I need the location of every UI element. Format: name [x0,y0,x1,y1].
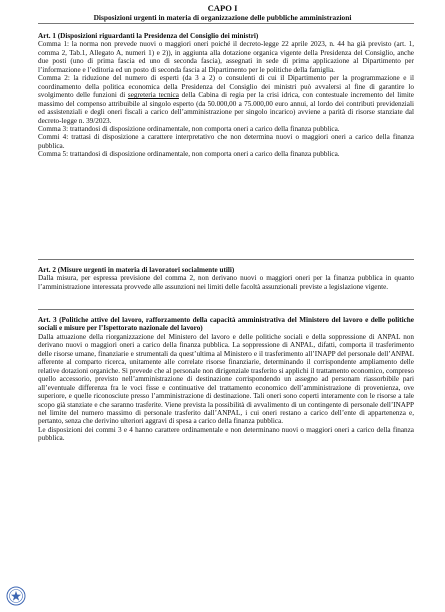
article-1-comma-1: Comma 1: la norma non prevede nuovi o maggiori oneri poiché il decreto-legge 22 aprile 2023, n. 44 ha già previsto (art. 1, comma 2, Tab.1, Allegato A, numeri 1) e 2)), in aggiunta alla dotazione organica vigente della Presidenza del Consiglio, anche due posti (uno di prima fascia ed uno di seconda fascia), assegnati in sede di prima applicazione al Dipartimento per l’informazione e l’editoria ed un posto di seconda fascia al Dipartimento per le politiche della famiglia. [38,40,414,74]
comma-2-text-before: Comma 2: la riduzione del numero di esperti (da 3 a 2) o consulenti di cui il Dipartimento per la programmazione e il coordinamento della politica economica della Presidenza del Consiglio dei ministri può avvalersi al fine di garantire lo svolgimento delle funzioni di [38,74,414,100]
government-seal-icon [6,586,26,606]
article-3 [38,316,414,443]
article-2 [38,266,414,291]
article-1-comma-2 [38,74,414,125]
article-1-heading: Art. 1 (Disposizioni riguardanti la Presidenza del Consiglio dei ministri) [38,32,259,40]
chapter-subtitle: Disposizioni urgenti in materia di organizzazione delle pubbliche amministrazioni [93,13,352,22]
comma-2-underlined-term: segreteria tecnica [127,91,179,100]
article-3-heading: Art. 3 (Politiche attive del lavoro, rafforzamento della capacità amministrativa del Ministero del lavoro e delle politiche sociali e misure per l’Ispettorato nazionale del lavoro) [38,316,414,333]
article-1-separator [38,259,414,260]
chapter-title: CAPO I [207,3,238,13]
article-2-heading: Art. 2 (Misure urgenti in materia di lavoratori socialmente utili) [38,266,235,274]
article-3-paragraph-1: Dalla attuazione della riorganizzazione del Ministero del lavoro e delle politiche sociali e della soppressione di ANPAL non derivano nuovi o maggiori oneri a carico della finanza pubblica. La soppressione di ANPAL, difatti, comporta il trasferimento delle risorse umane, finanziarie e strumentali da quest’ultima al Ministero e il trasferimento all’INAPP del personale dell’ANPAL afferente al comparto ricerca, unitamente alle correlate risorse finanziarie, determinando il corrispondente ampliamento delle relative dotazioni organiche. Si prevede che al personale non dirigenziale trasferito si applichi il trattamento economico, compreso quello accessorio, previsto nell’amministrazione di destinazione corrispondendo un assegno ad personam riassorbibile pari all’eventuale differenza fra le voci fisse e continuative del trattamento economico dell’amministrazione di provenienza, ove superiore, e quelle riconosciute presso l’amministrazione di destinazione. Tali oneri sono coperti interamente con le risorse a tale scopo già stanziate e che saranno trasferite. Viene prevista la possibilità di avvalimento di un contingente di personale dell’INAPP nel limite del numero massimo di personale trasferito dall’ANPAL, i cui oneri restano a carico dell’ente di appartenenza e, pertanto, senza che derivino ulteriori aggravi di spesa a carico della finanza pubblica. [38,332,414,426]
comma-2-text-after: della Cabina di regia per la crisi idrica, con contestuale incremento del limite massimo del compenso attribuibile al singolo esperto (da 50.000,00 a 75.000,00 euro annui, al lordo dei contributi previdenziali ed assistenziali e degli oneri fiscali a carico dell’amministrazione per singolo incarico) avviene a parità di risorse stanziate dal decreto-legge n. 39/2023. [38,91,414,125]
article-2-separator [38,309,414,310]
article-1 [38,32,414,159]
article-1-comma-5: Comma 5: trattandosi di disposizione ordinamentale, non comporta oneri a carico della finanza pubblica. [38,150,340,159]
article-2-body: Dalla misura, per espressa previsione del comma 2, non derivano nuovi o maggiori oneri per la finanza pubblica in quanto l’amministrazione interessata provvede alle assunzioni nei limiti delle facoltà assunzionali previste a legislazione vigente. [38,274,414,291]
article-1-comma-4: Commi 4: trattasi di disposizione a carattere interpretativo che non determina nuovi o maggiori oneri a carico della finanza pubblica. [38,133,414,150]
header-separator [38,23,414,24]
article-1-comma-3: Comma 3: trattandosi di disposizione ordinamentale, non comporta oneri a carico della finanza pubblica. [38,124,340,133]
article-3-paragraph-2: Le disposizioni dei commi 3 e 4 hanno carattere ordinamentale e non determinano nuovi o maggiori oneri a carico della finanza pubblica. [38,425,414,443]
